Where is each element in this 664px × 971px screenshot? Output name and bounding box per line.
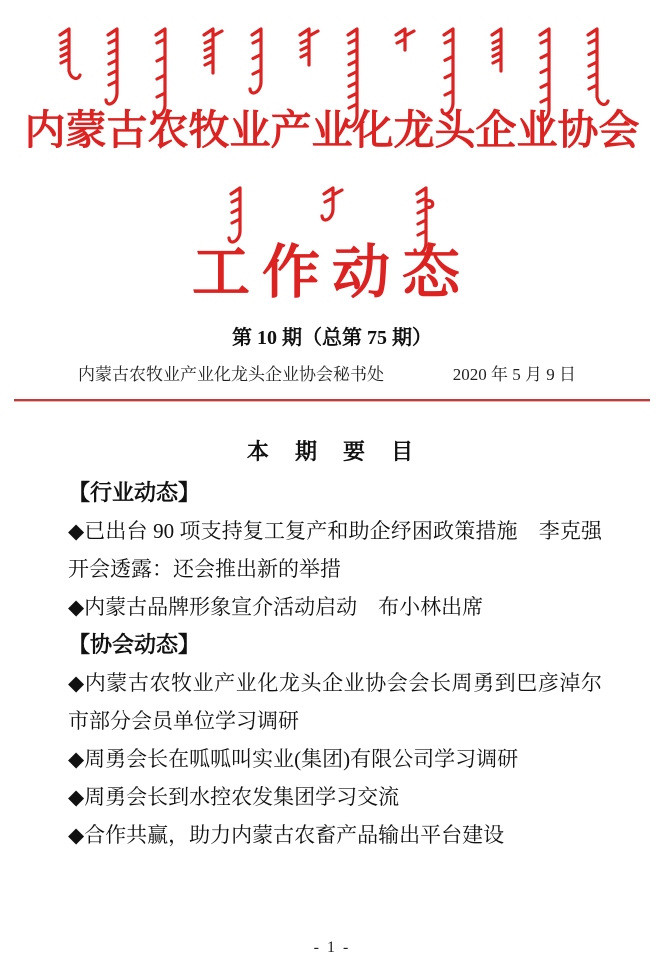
mongolian-script-subtitle bbox=[225, 185, 439, 241]
mongolian-word-icon bbox=[486, 26, 514, 73]
toc-item: ◆周勇会长到水控农发集团学习交流 bbox=[68, 785, 400, 810]
toc-heading: 本 期 要 目 bbox=[246, 438, 424, 464]
mongolian-word-icon bbox=[582, 26, 610, 115]
toc-item: ◆已出台 90 项支持复工复产和助企纾困政策措施 李克强开会透露：还会推出新的举措 bbox=[68, 519, 602, 582]
mongolian-word-icon bbox=[198, 26, 226, 75]
mongolian-word-icon bbox=[102, 26, 130, 111]
mongolian-word-icon bbox=[246, 26, 274, 100]
issue-number-line: 第 10 期（总第 75 期） bbox=[232, 327, 432, 350]
mongolian-word-icon bbox=[54, 26, 82, 89]
mongolian-script-banner bbox=[54, 26, 610, 102]
toc-item: ◆内蒙古品牌形象宣介活动启动 布小林出席 bbox=[68, 595, 484, 620]
toc-item: ◆内蒙古农牧业产业化龙头企业协会会长周勇到巴彦淖尔市部分会员单位学习调研 bbox=[68, 671, 602, 734]
toc-item: ◆合作共赢，助力内蒙古农畜产品输出平台建设 bbox=[68, 823, 505, 848]
red-divider-rule bbox=[14, 399, 650, 402]
publisher-line bbox=[0, 362, 664, 388]
mongolian-word-icon bbox=[390, 26, 418, 52]
association-name-title: 内蒙古农牧业产业化龙头企业协会 bbox=[24, 107, 640, 153]
publisher-name: 内蒙古农牧业产业化龙头企业协会秘书处 bbox=[78, 365, 384, 385]
toc-section-title-association: 【协会动态】 bbox=[68, 632, 201, 658]
toc-body bbox=[68, 474, 602, 854]
bulletin-title: 工作动态 bbox=[191, 240, 472, 306]
mongolian-word-icon bbox=[294, 26, 322, 67]
page-number: - 1 - bbox=[313, 939, 351, 956]
toc-section-title-industry: 【行业动态】 bbox=[68, 480, 201, 506]
mongolian-word-icon bbox=[318, 185, 346, 227]
issue-date: 2020 年 5 月 9 日 bbox=[452, 365, 576, 385]
toc-item: ◆周勇会长在呱呱叫实业(集团)有限公司学习调研 bbox=[68, 747, 519, 772]
table-of-contents bbox=[0, 438, 664, 855]
